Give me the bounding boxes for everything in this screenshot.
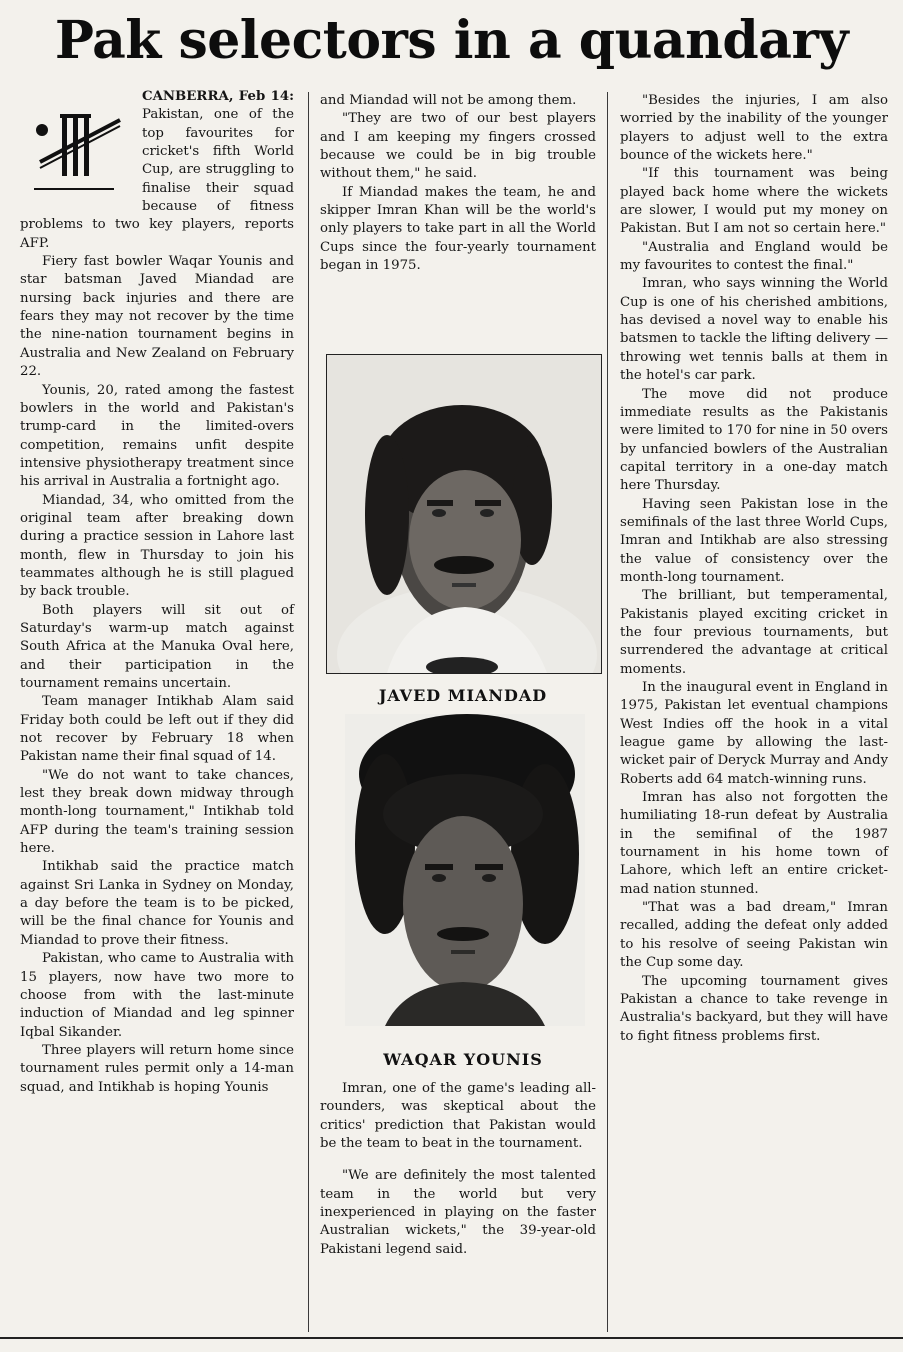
paragraph: and Miandad will not be among them. <box>320 93 577 108</box>
paragraph: Fiery fast bowler Waqar Younis and star batsman Javed Miandad are nursing back injuries and there are fears they may not recover by the time the nine-nation tournament begins in Australia and New Zealand on February 22. <box>20 254 294 380</box>
column-1 <box>20 88 294 1336</box>
paragraph: Both players will sit out of Saturday's warm-up match against South Africa at the Manuka Oval here, and their participation in the tournament remains uncertain. <box>20 602 294 691</box>
paragraph: Imran has also not forgotten the humiliating 18-run defeat by Australia in the semifinal of the 1987 tournament in his home town of Lahore, which left an entire cricket-mad nation stunned. <box>620 790 888 897</box>
photo-javed-miandad <box>326 354 602 674</box>
paragraph: "Australia and England would be my favourites to contest the final." <box>620 239 888 274</box>
paragraph: "We are definitely the most talented team in the world but very inexperienced in playing on the faster Australian wickets," the 39-year-old Pakistani legend said. <box>320 1168 596 1257</box>
paragraph: The upcoming tournament gives Pakistan a chance to take revenge in Australia's backyard, but they will have to fight fitness problems first. <box>620 973 888 1044</box>
column-divider <box>308 92 309 1332</box>
paragraph: "We do not want to take chances, lest they break down midway through month-long tournament," Intikhab told AFP during the team's training session here. <box>20 767 294 857</box>
headline: Pak selectors in a quandary <box>54 10 849 71</box>
column-2-top <box>320 92 596 275</box>
column-divider <box>607 92 608 1332</box>
photo-caption: JAVED MIANDAD <box>378 686 548 705</box>
paragraph: Having seen Pakistan lose in the semifinals of the last three World Cups, Imran and Intikhab are also stressing the value of consistency over the month-long tournament. <box>620 496 888 585</box>
cricket-stumps-bat-logo-icon <box>20 90 136 200</box>
paragraph: "They are two of our best players and I am keeping my fingers crossed because we could be in big trouble without them," he said. <box>320 111 596 182</box>
paragraph: Pakistan, one of the top favourites for cricket's fifth World Cup, are struggling to finalise their squad because of fitness problems to two key players, reports AFP. <box>20 107 294 251</box>
bottom-rule <box>0 1337 903 1339</box>
paragraph: "That was a bad dream," Imran recalled, adding the defeat only added to his resolve of seeing Pakistan win the Cup some day. <box>620 900 888 971</box>
paragraph: The brilliant, but temperamental, Pakistanis played exciting cricket in the four previous tournaments, but surrendered the advantage at critical moments. <box>620 588 888 677</box>
photo-caption: WAQAR YOUNIS <box>383 1050 543 1069</box>
dateline: CANBERRA, Feb 14: <box>142 89 294 104</box>
paragraph: The move did not produce immediate results as the Pakistanis were limited to 170 for nine in 50 overs by unfancied bowlers of the Australian capital territory in a one-day match here Thursday. <box>620 386 888 494</box>
photo-waqar-younis <box>345 714 585 1026</box>
paragraph: Miandad, 34, who omitted from the original team after breaking down during a practice session in Lahore last month, flew in Thursday to join his teammates although he is still plagued by back trouble. <box>20 492 294 600</box>
paragraph: Imran, one of the game's leading all-rounders, was skeptical about the critics' prediction that Pakistan would be the team to beat in the tournament. <box>320 1081 596 1152</box>
paragraph: If Miandad makes the team, he and skipper Imran Khan will be the world's only players to take part in all the World Cups since the four-yearly tournament began in 1975. <box>320 184 596 274</box>
paragraph: "Besides the injuries, I am also worried by the inability of the younger players to adjust well to the extra bounce of the wickets here." <box>620 93 888 164</box>
column-2-bottom <box>320 1080 596 1259</box>
paragraph: Pakistan, who came to Australia with 15 players, now have two more to choose from with the last-minute induction of Miandad and leg spinner Iqbal Sikander. <box>20 951 294 1040</box>
paragraph: Younis, 20, rated among the fastest bowlers in the world and Pakistan's trump-card in the limited-overs competition, remains unfit despite intensive physiotherapy treatment since his arrival in Australia a fortnight ago. <box>20 382 294 490</box>
paragraph: "If this tournament was being played back home where the wickets are slower, I would put my money on Pakistan. But I am not so certain here." <box>620 166 888 237</box>
paragraph: Three players will return home since tournament rules permit only a 14-man squad, and Intikhab is hoping Younis <box>20 1042 294 1095</box>
column-3 <box>620 92 888 1046</box>
paragraph: Team manager Intikhab Alam said Friday both could be left out if they did not recover by February 18 when Pakistan name their final squad of 14. <box>20 694 294 765</box>
paragraph: Imran, who says winning the World Cup is one of his cherished ambitions, has devised a novel way to enable his batsmen to tackle the lifting delivery — throwing wet tennis balls at them in the hotel's car park. <box>620 276 888 384</box>
paragraph: Intikhab said the practice match against Sri Lanka in Sydney on Monday, a day before the team is to be picked, will be the final chance for Younis and Miandad to prove their fitness. <box>20 859 294 948</box>
paragraph: In the inaugural event in England in 1975, Pakistan let eventual champions West Indies off the hook in a vital league game by allowing the last-wicket pair of Deryck Murray and Andy Roberts add 64 match-winning runs. <box>620 680 888 787</box>
